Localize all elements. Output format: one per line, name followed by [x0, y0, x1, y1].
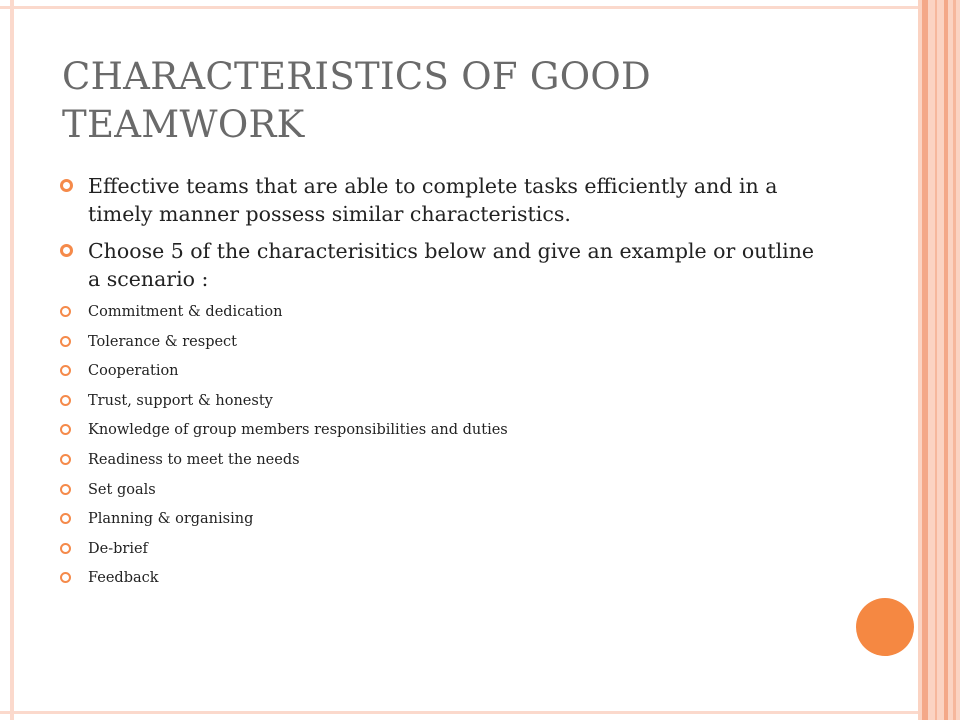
sub-bullet-item [58, 420, 818, 440]
ring-bullet-icon [60, 572, 71, 588]
side-stripe [922, 0, 928, 720]
ring-bullet-icon [60, 179, 73, 195]
sub-bullet-text: Feedback [88, 570, 159, 587]
bullet-text: Choose 5 of the characterisitics below and give an example or outline a scenario : [88, 239, 815, 291]
sub-bullet-item [58, 509, 818, 529]
sub-bullet-item [58, 450, 818, 470]
sub-bullet-item [58, 391, 818, 411]
frame-top-border [0, 6, 920, 9]
slide-title: CHARACTERISTICS OF GOOD TEAMWORK [62, 55, 651, 146]
sub-bullet-item [58, 332, 818, 352]
bullet-item [58, 172, 818, 228]
sub-bullet-item [58, 480, 818, 500]
side-stripe [953, 0, 956, 720]
ring-bullet-icon [60, 454, 71, 470]
side-stripe [944, 0, 948, 720]
ring-bullet-icon [60, 306, 71, 322]
sub-bullet-text: Tolerance & respect [88, 333, 238, 350]
bullet-item [58, 237, 818, 293]
accent-circle [856, 598, 914, 656]
sub-bullet-text: De-brief [88, 540, 148, 557]
ring-bullet-icon [60, 244, 73, 260]
sub-bullet-text: Cooperation [88, 363, 179, 380]
frame-bottom-border [0, 711, 920, 714]
sub-bullet-text: Readiness to meet the needs [88, 451, 300, 468]
sub-bullet-text: Planning & organising [88, 511, 254, 528]
side-stripe [935, 0, 937, 720]
sub-bullet-text: Trust, support & honesty [88, 392, 273, 409]
bullet-text: Effective teams that are able to complete tasks efficiently and in a timely manner possess similar characteristics. [88, 174, 778, 226]
ring-bullet-icon [60, 336, 71, 352]
ring-bullet-icon [60, 395, 71, 411]
sub-bullet-text: Commitment & dedication [88, 304, 283, 320]
sub-bullet-item [58, 539, 818, 559]
sub-bullet-text: Knowledge of group members responsibilities and duties [88, 422, 508, 439]
ring-bullet-icon [60, 513, 71, 529]
ring-bullet-icon [60, 365, 71, 381]
ring-bullet-icon [60, 484, 71, 500]
slide-content [58, 172, 818, 598]
frame-left-border [10, 0, 14, 720]
sub-bullet-item [58, 302, 818, 322]
sub-bullet-text: Set goals [88, 481, 156, 498]
ring-bullet-icon [60, 424, 71, 440]
ring-bullet-icon [60, 543, 71, 559]
sub-bullet-item [58, 568, 818, 588]
sub-bullet-item [58, 361, 818, 381]
